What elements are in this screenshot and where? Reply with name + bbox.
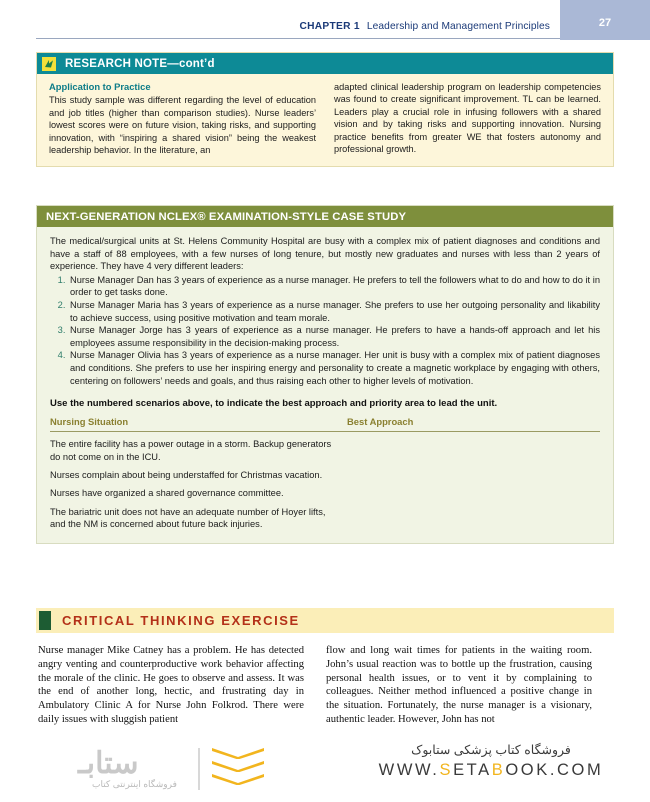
cell-approach[interactable] (347, 500, 600, 531)
cell-situation: Nurses have organized a shared governance committee. (50, 488, 284, 499)
research-note-column-left (49, 81, 316, 156)
watermark-divider (198, 748, 200, 790)
table-row (50, 463, 600, 481)
watermark-url[interactable] (346, 761, 636, 780)
cell-approach[interactable] (347, 432, 600, 463)
case-study-title: NEXT-GENERATION NCLEX® EXAMINATION-STYLE CASE STUDY (46, 210, 407, 223)
research-note-text-left: This study sample was different regarding the level of education and job titles (higher than comparison studies). Nurse leaders’ lowest scores were on future vision, taking risks, and supporting innovation, with “inspiring a shared vision” being the weakest leadership behavior. In the literature, an (49, 95, 316, 156)
banner-marker-icon (39, 611, 51, 630)
running-head (0, 0, 650, 42)
critical-thinking-section (36, 608, 614, 727)
watermark-footer (0, 738, 650, 802)
url-part-1: WWW. (378, 761, 440, 779)
table-header-row (50, 416, 600, 432)
url-part-b: B (491, 761, 506, 779)
watermark-text-block (346, 742, 636, 780)
url-part-2: ETA (453, 761, 492, 779)
cell-approach[interactable] (347, 481, 600, 499)
column-header-best-approach: Best Approach (347, 416, 600, 432)
running-head-text (299, 21, 550, 32)
case-study-header (37, 206, 613, 227)
critical-thinking-column-left: Nurse manager Mike Catney has a problem. He has detected angry venting and counterproductive work behavior affecting the morale of the clinic. He goes to observe and assess. It was the end of another long, hectic, and frustrating day in Ambulatory Clinic A for Nurse John Folkrod. There were daily issues with sluggish patient (38, 645, 304, 725)
case-study-body (37, 227, 613, 543)
watermark-logo (52, 744, 342, 800)
table-row (50, 432, 600, 463)
column-header-nursing-situation: Nursing Situation (50, 416, 347, 432)
watermark-logo-word: ستابـ (78, 747, 139, 780)
url-part-3: OOK.COM (505, 761, 604, 779)
research-note-header (37, 53, 613, 74)
list-item: 4. Nurse Manager Olivia has 3 years of experience as a nurse manager. Her unit is busy with a complex mix of patient diagnoses and conditions. She prefers to use her inspiring energy and personality to create a magnetic workplace by engaging with others, centering on followers’ needs and goals, and thus raising each other to higher levels of motivation. (68, 349, 600, 387)
cell-approach[interactable] (347, 463, 600, 481)
critical-thinking-title: CRITICAL THINKING EXERCISE (62, 613, 300, 628)
research-note-column-right (334, 81, 601, 156)
watermark-tagline: فروشگاه کتاب پزشکی ستابوک (411, 743, 571, 757)
case-study-box (36, 205, 614, 544)
watermark-logo-subtitle: فروشگاه اینترنتی کتاب (92, 779, 177, 789)
research-note-title: RESEARCH NOTE—cont’d (65, 57, 215, 70)
chevron-down-icon (212, 761, 264, 772)
chapter-label: CHAPTER 1 (299, 21, 360, 32)
cell-situation: The entire facility has a power outage in a storm. Backup generators do not come on in the ICU. (50, 439, 332, 462)
case-study-intro: The medical/surgical units at St. Helens Community Hospital are busy with a complex mix of patient diagnoses and conditions and have a staff of 88 employees, with a few nurses of long tenure, but mostly new graduates and nurses with less than 2 years of experience. They have 4 very different leaders: (50, 236, 600, 272)
critical-thinking-banner (36, 608, 614, 633)
table-row (50, 481, 600, 499)
chapter-title: Leadership and Management Principles (366, 21, 550, 32)
research-note-body (37, 74, 613, 166)
list-item: 2. Nurse Manager Maria has 3 years of experience as a nurse manager. She prefers to use her outgoing personality and likability to achieve success, using positive motivation and team morale. (68, 299, 600, 324)
chevron-down-icon (212, 774, 264, 785)
table-row (50, 500, 600, 531)
magnifier-arrow-icon (42, 57, 56, 71)
running-head-rule (36, 38, 560, 39)
case-study-instruction: Use the numbered scenarios above, to indicate the best approach and priority area to lead the unit. (50, 398, 498, 410)
research-note-text-right: adapted clinical leadership program on leadership competencies was found to create significant improvement. TL can be learned. Leaders play a crucial role in infusing followers with a shared vision and by taking risks and supporting innovation. Nursing practice benefits from greater WE that fosters autonomy and professional growth. (334, 82, 601, 155)
cell-situation: Nurses complain about being understaffed for Christmas vacation. (50, 469, 323, 480)
best-approach-table (50, 416, 600, 530)
critical-thinking-columns (36, 644, 614, 727)
cell-situation: The bariatric unit does not have an adequate number of Hoyer lifts, and the NM is concerned about future back injuries. (50, 506, 326, 530)
list-item: 1. Nurse Manager Dan has 3 years of experience as a nurse manager. He prefers to tell the followers what to do and how to do it in order to get tasks done. (68, 274, 600, 299)
page-number: 27 (598, 17, 612, 29)
case-study-leader-list (50, 274, 600, 387)
list-item: 3. Nurse Manager Jorge has 3 years of experience as a nurse manager. He prefers to have a hands-off approach and let his employees assume responsibility in the decision-making process. (68, 324, 600, 349)
research-note-subheading: Application to Practice (49, 81, 151, 92)
url-part-s: S (439, 761, 454, 779)
research-note-box (36, 52, 614, 167)
chevron-down-icon (212, 748, 264, 759)
critical-thinking-column-right: flow and long wait times for patients in the waiting room. John’s usual reaction was to bottle up the frustration, causing personal health issues, or to vent it by complaining to colleagues. Neither method influenced a positive change in the situation. Fortunately, the nurse manager is a visionary, authentic leader. However, John has not (326, 645, 592, 725)
